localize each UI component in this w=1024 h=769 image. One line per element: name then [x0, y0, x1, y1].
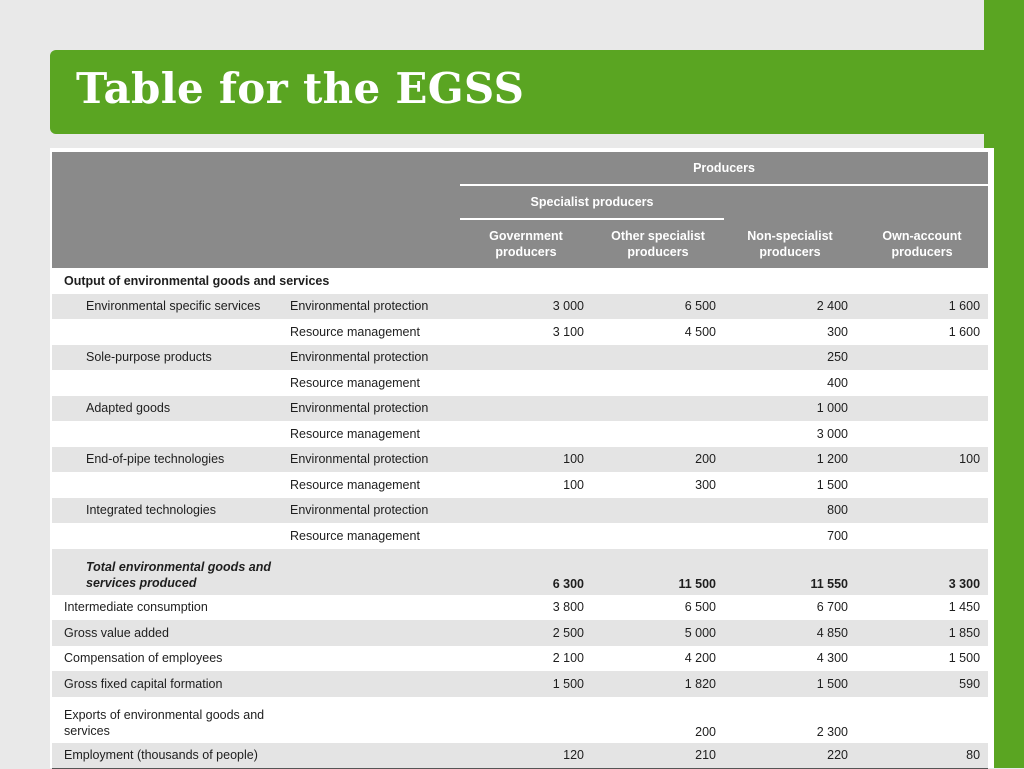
header-own-account-producers: Own-account producers [856, 219, 988, 268]
cell-value: 800 [724, 498, 856, 524]
section-label: Output of environmental goods and services [64, 273, 330, 288]
sub-label-empty [284, 671, 460, 697]
cell-value: 120 [460, 743, 592, 769]
group-label: End-of-pipe technologies [52, 447, 284, 473]
cell-value: 6 700 [816, 600, 848, 615]
sub-label: Resource management [290, 375, 420, 390]
sub-label: Resource management [290, 426, 420, 441]
cell-value: 1 200 [724, 447, 856, 473]
cell-value: 1 500 [948, 651, 981, 666]
group-label: Environmental specific services [52, 294, 284, 320]
sub-label-empty [284, 549, 460, 595]
cell-value: 400 [827, 375, 848, 390]
header-producers: Producers [460, 152, 988, 185]
header-non-specialist-producers: Non-specialist producers [724, 219, 856, 268]
cell-value [856, 396, 988, 422]
cell-value: 1 500 [816, 477, 848, 492]
cell-value [460, 345, 592, 371]
cell-value [856, 421, 988, 447]
row-label: Compensation of employees [64, 651, 223, 666]
total-row [52, 549, 988, 595]
cell-value: 6 300 [460, 549, 592, 595]
total-label: Total environmental goods and services produced [52, 549, 284, 595]
cell-value: 3 000 [460, 294, 592, 320]
header-other-specialist-producers: Other specialist producers [592, 219, 724, 268]
cell-value [460, 498, 592, 524]
cell-value: 3 300 [856, 549, 988, 595]
cell-value: 2 300 [816, 724, 848, 739]
cell-value: 11 500 [592, 549, 724, 595]
table-row [52, 523, 988, 549]
cell-value [460, 421, 592, 447]
row-label: Intermediate consumption [64, 600, 208, 615]
cell-value: 6 500 [592, 294, 724, 320]
table-row [52, 620, 988, 646]
cell-value: 100 [563, 477, 584, 492]
table-row [52, 396, 988, 422]
row-label: Gross value added [52, 620, 284, 646]
cell-value [592, 345, 724, 371]
section-row [52, 268, 988, 294]
cell-value [856, 697, 988, 743]
cell-value: 300 [827, 324, 848, 339]
cell-value: 2 500 [460, 620, 592, 646]
table-row [52, 697, 988, 743]
cell-value: 80 [856, 743, 988, 769]
cell-value [592, 421, 724, 447]
group-label-empty [52, 319, 284, 345]
cell-value: 1 600 [948, 324, 981, 339]
cell-value: 590 [856, 671, 988, 697]
group-label-empty [52, 523, 284, 549]
table-panel [50, 148, 994, 768]
sub-label: Resource management [290, 324, 420, 339]
cell-value: 4 850 [724, 620, 856, 646]
title-bar [50, 50, 984, 134]
group-label: Sole-purpose products [52, 345, 284, 371]
cell-value: 2 400 [724, 294, 856, 320]
sub-label-empty [284, 595, 460, 621]
group-label-empty [52, 472, 284, 498]
cell-value [460, 370, 592, 396]
cell-value: 1 500 [724, 671, 856, 697]
group-label: Integrated technologies [52, 498, 284, 524]
header-government-producers: Government producers [460, 219, 592, 268]
sub-label-empty [284, 697, 460, 743]
cell-value [856, 498, 988, 524]
cell-value [856, 370, 988, 396]
cell-value: 4 500 [684, 324, 716, 339]
cell-value [592, 523, 724, 549]
group-label: Adapted goods [52, 396, 284, 422]
cell-value: 100 [460, 447, 592, 473]
cell-value: 3 000 [816, 426, 848, 441]
cell-value: 220 [724, 743, 856, 769]
header-blank [52, 152, 460, 268]
sub-label: Resource management [290, 528, 420, 543]
table-row [52, 498, 988, 524]
header-spacer [724, 185, 988, 219]
sub-label-empty [284, 743, 460, 769]
table-row [52, 319, 988, 345]
cell-value: 6 500 [684, 600, 716, 615]
cell-value: 5 000 [592, 620, 724, 646]
row-label: Employment (thousands of people) [52, 743, 284, 769]
cell-value: 250 [724, 345, 856, 371]
cell-value [592, 370, 724, 396]
table-row [52, 370, 988, 396]
sub-label-empty [284, 620, 460, 646]
sub-label: Environmental protection [284, 294, 460, 320]
table-row [52, 472, 988, 498]
cell-value [592, 396, 724, 422]
table-row [52, 743, 988, 769]
sub-label-empty [284, 646, 460, 672]
row-label: Exports of environmental goods and services [64, 707, 265, 738]
table-row [52, 294, 988, 320]
cell-value [592, 498, 724, 524]
sub-label: Environmental protection [284, 345, 460, 371]
cell-value: 700 [827, 528, 848, 543]
sub-label: Environmental protection [284, 396, 460, 422]
cell-value [460, 523, 592, 549]
cell-value: 11 550 [724, 549, 856, 595]
slide-title: Table for the EGSS [76, 64, 525, 113]
cell-value: 1 850 [856, 620, 988, 646]
cell-value: 1 600 [856, 294, 988, 320]
egss-table [52, 152, 988, 769]
table-row [52, 447, 988, 473]
group-label-empty [52, 370, 284, 396]
cell-value: 200 [592, 447, 724, 473]
cell-value: 4 200 [684, 651, 716, 666]
cell-value: 3 800 [552, 600, 584, 615]
cell-value: 1 820 [592, 671, 724, 697]
cell-value: 2 100 [552, 651, 584, 666]
cell-value: 100 [856, 447, 988, 473]
cell-value: 1 000 [724, 396, 856, 422]
cell-value: 1 500 [460, 671, 592, 697]
header-specialist-producers: Specialist producers [460, 185, 724, 219]
table-row [52, 671, 988, 697]
cell-value: 1 450 [948, 600, 981, 615]
cell-value: 300 [695, 477, 716, 492]
cell-value: 4 300 [816, 651, 848, 666]
sub-label: Resource management [290, 477, 420, 492]
row-label: Gross fixed capital formation [52, 671, 284, 697]
cell-value [856, 345, 988, 371]
cell-value [856, 523, 988, 549]
cell-value [460, 396, 592, 422]
table-row [52, 595, 988, 621]
table-row [52, 421, 988, 447]
sub-label: Environmental protection [284, 447, 460, 473]
cell-value: 200 [695, 724, 716, 739]
table-row [52, 646, 988, 672]
table-row [52, 345, 988, 371]
cell-value: 3 100 [552, 324, 584, 339]
cell-value [856, 472, 988, 498]
group-label-empty [52, 421, 284, 447]
sub-label: Environmental protection [284, 498, 460, 524]
cell-value: 210 [592, 743, 724, 769]
cell-value [460, 697, 592, 743]
